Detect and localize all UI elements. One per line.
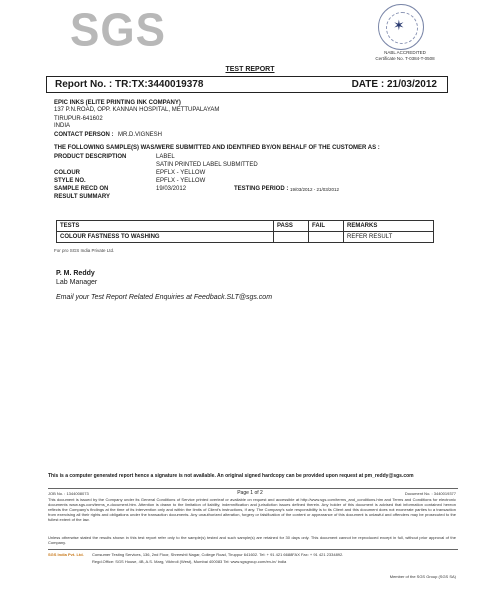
signatory-name: P. M. Reddy xyxy=(56,270,95,277)
email-enquiries-line: Email your Test Report Related Enquiries at Feedback.SLT@sgs.com xyxy=(56,294,273,301)
fail-header: FAIL xyxy=(309,221,344,232)
signatory-title: Lab Manager xyxy=(56,279,98,286)
report-number: Report No. : TR:TX:3440019378 xyxy=(55,79,204,90)
report-date: DATE : 21/03/2012 xyxy=(351,79,437,90)
tests-header: TESTS xyxy=(57,221,274,232)
computer-generated-notice: This is a computer generated report hence a signature is not available. An original signed hardcopy can be provided upon request at pm_reddy@sgs.com xyxy=(48,473,414,479)
disclaimer-text: This document is issued by the Company under its General Conditions of Service printed overleaf or available on request and accessible at http://www.sgs.com/terms_and_conditions.htm and Terms and Conditions for electronic documents www.sgs.com/terms_e-document.htm. Attention is drawn to the limitation of liability, indemnification and jurisdiction issues defined therein. Any holder of this document is advised that information contained hereon reflects the Company's findings at the time of its intervention only and within the limits of Client's instructions, if any. The Company's sole responsibility is to its Client and this document does not exonerate parties to a transaction from exercising all their rights and obligations under the transaction documents. Any unauthorized alteration, forgery or falsification of the content or appearance of this document is unlawful and offenders may be prosecuted to the fullest extent of the law. xyxy=(48,497,456,522)
colour-label: COLOUR xyxy=(54,170,80,176)
style-no-value: EPFLX - YELLOW xyxy=(156,178,206,184)
company-label: SGS India Pvt. Ltd. xyxy=(48,552,84,557)
accreditation-text: NABL ACCREDITED Certificate No. T-0384-T-0508 xyxy=(375,50,435,61)
remarks-header: REMARKS xyxy=(344,221,434,232)
customer-address-2: TIRUPUR-641602 xyxy=(54,116,103,122)
table-row xyxy=(57,232,434,243)
company-address-line-2: Regd.Office: SGS House, 4B, A.S. Marg, Vikhroli (West), Mumbai 400083 Tel: www.sgsgroup.com/en-in/ India xyxy=(92,559,287,564)
footer-divider-bottom xyxy=(48,549,458,550)
sample-received-value: 19/03/2012 xyxy=(156,186,187,192)
nabl-seal-icon: ✶ xyxy=(378,4,424,50)
report-title: TEST REPORT xyxy=(225,66,275,73)
contact-person-label: CONTACT PERSON : xyxy=(54,132,114,138)
company-address-line-1: Consumer Testing Services, 136, 2nd Floor, Shreeshti Nagar, College Road, Tiruppur 641602. Tel: + 91 421 6688FAX Fax: + 91 421 2334892. xyxy=(92,552,344,557)
submitted-statement: THE FOLLOWING SAMPLE(S) WAS/WERE SUBMITTED AND IDENTIFIED BY/ON BEHALF OF THE CUSTOMER AS : xyxy=(54,145,380,151)
customer-address-1: 137 P.N.ROAD, OPP. KANNAN HOSPITAL, METTUPALAYAM xyxy=(54,107,220,113)
contact-person-value: MR.D.VIGNESH xyxy=(118,132,163,138)
pass-cell xyxy=(274,232,309,243)
product-description-value: LABEL xyxy=(156,154,175,160)
customer-name: EPIC INKS (ELITE PRINTING INK COMPANY) xyxy=(54,100,181,106)
product-description-detail: SATIN PRINTED LABEL SUBMITTED xyxy=(156,162,258,168)
footer-divider-top xyxy=(48,488,458,489)
style-no-label: STYLE NO. xyxy=(54,178,86,184)
page-number: Page 1 of 2 xyxy=(237,490,263,496)
pass-header: PASS xyxy=(274,221,309,232)
testing-period-label: TESTING PERIOD : xyxy=(234,186,289,192)
document-number: Document No. : 3440019377 xyxy=(404,491,456,496)
results-table xyxy=(56,220,434,243)
product-description-label: PRODUCT DESCRIPTION xyxy=(54,154,127,160)
sample-received-label: SAMPLE RECD ON xyxy=(54,186,109,192)
job-number: JOB No. : 1344008073 xyxy=(48,491,89,496)
testing-period-value: 19/03/2012 - 21/03/2012 xyxy=(290,187,340,192)
fail-cell xyxy=(309,232,344,243)
test-name-cell: COLOUR FASTNESS TO WASHING xyxy=(57,232,274,243)
colour-value: EPFLX - YELLOW xyxy=(156,170,206,176)
for-company-line: For pro SGS India Private Ltd. xyxy=(54,248,115,253)
group-membership: Member of the SGS Group (SGS SA) xyxy=(389,574,456,579)
retention-text: Unless otherwise stated the results shown in this test report refer only to the sample(s) tested and such sample(s) are retained for 30 days only. This document cannot be reproduced except in full, without prior approval of the Company. xyxy=(48,535,456,545)
table-header-row xyxy=(57,221,434,232)
sgs-logo: SGS xyxy=(70,4,166,57)
report-number-box xyxy=(46,76,448,93)
result-summary-label: RESULT SUMMARY xyxy=(54,194,110,200)
customer-country: INDIA xyxy=(54,123,71,129)
remarks-cell: REFER RESULT xyxy=(344,232,434,243)
